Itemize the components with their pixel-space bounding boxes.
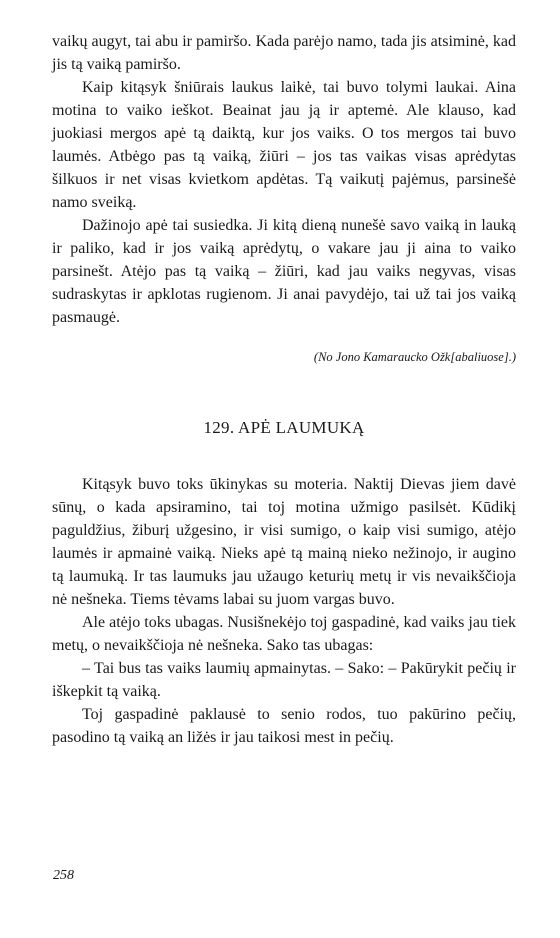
source-note: (No Jono Kamaraucko Ožk[abaliuose].): [313, 350, 516, 364]
paragraph: vaikų augyt, tai abu ir pamiršo. Kada parėjo namo, tada jis atsiminė, kad jis tą vaiką pamiršo.: [52, 33, 516, 73]
page-number: 258: [53, 868, 74, 883]
paragraph: Toj gaspadinė paklausė to senio rodos, tuo pakūrino pečių, pasodino tą vaiką an ližės ir jau taikosi mest in pečių.: [52, 706, 516, 746]
paragraph: Ale atėjo toks ubagas. Nusišnekėjo toj gaspadinė, kad vaiks jau tiek metų, o nevaikščioja nė nešneka. Sako tas ubagas:: [52, 614, 516, 654]
paragraph: Dažinojo apė tai susiedka. Ji kitą dieną nunešė savo vaiką in lauką ir paliko, kad ir jos vaiką aprėdytų, o vakare jau ji aina to vaiko parsinešt. Atėjo pas tą vaiką – žiūri, kad jau vaiks negyvas, visas sudraskytas ir apklotas rugienom. Ji anai pavydėjo, tai už tai jos vaiką pasmaugė.: [52, 217, 516, 326]
paragraph: – Tai bus tas vaiks laumių apmainytas. – Sako: – Pakūrykit pečių ir iškepkit tą vaiką.: [52, 660, 516, 700]
paragraph: Kaip kitąsyk šniūrais laukus laikė, tai buvo tolymi laukai. Aina motina to vaiko ieškot. Beainat jau ją ir aptemė. Ale klauso, kad juokiasi mergos apė tą daiktą, kur jos vaiks. O tos mergos tai buvo laumės. Atbėgo pas tą vaiką, žiūri – jos tas vaikas visas aprėdytas šilkuos ir net visas kvietkom apdėtas. Tą vaikutį pajėmus, parsinešė namo sveiką.: [52, 79, 516, 211]
chapter-title: 129. APĖ LAUMUKĄ: [203, 418, 365, 437]
paragraph: Kitąsyk buvo toks ūkinykas su moteria. Naktij Dievas jiem davė sūnų, o kada apsiramino, tai toj motina užmigo pasilsėt. Kūdikį paguldžius, žiburį užgesino, ir visi sumigo, o kaip visi sumigo, atėjo laumės ir apmainė vaiką. Nieks apė tą mainą nieko nežinojo, ir augino tą laumuką. Ir tas laumuks jau užaugo keturių metų ir vis nevaikščioja nė nešneka. Tiems tėvams labai su juom vargas buvo.: [52, 476, 516, 608]
page-body: [52, 30, 516, 749]
